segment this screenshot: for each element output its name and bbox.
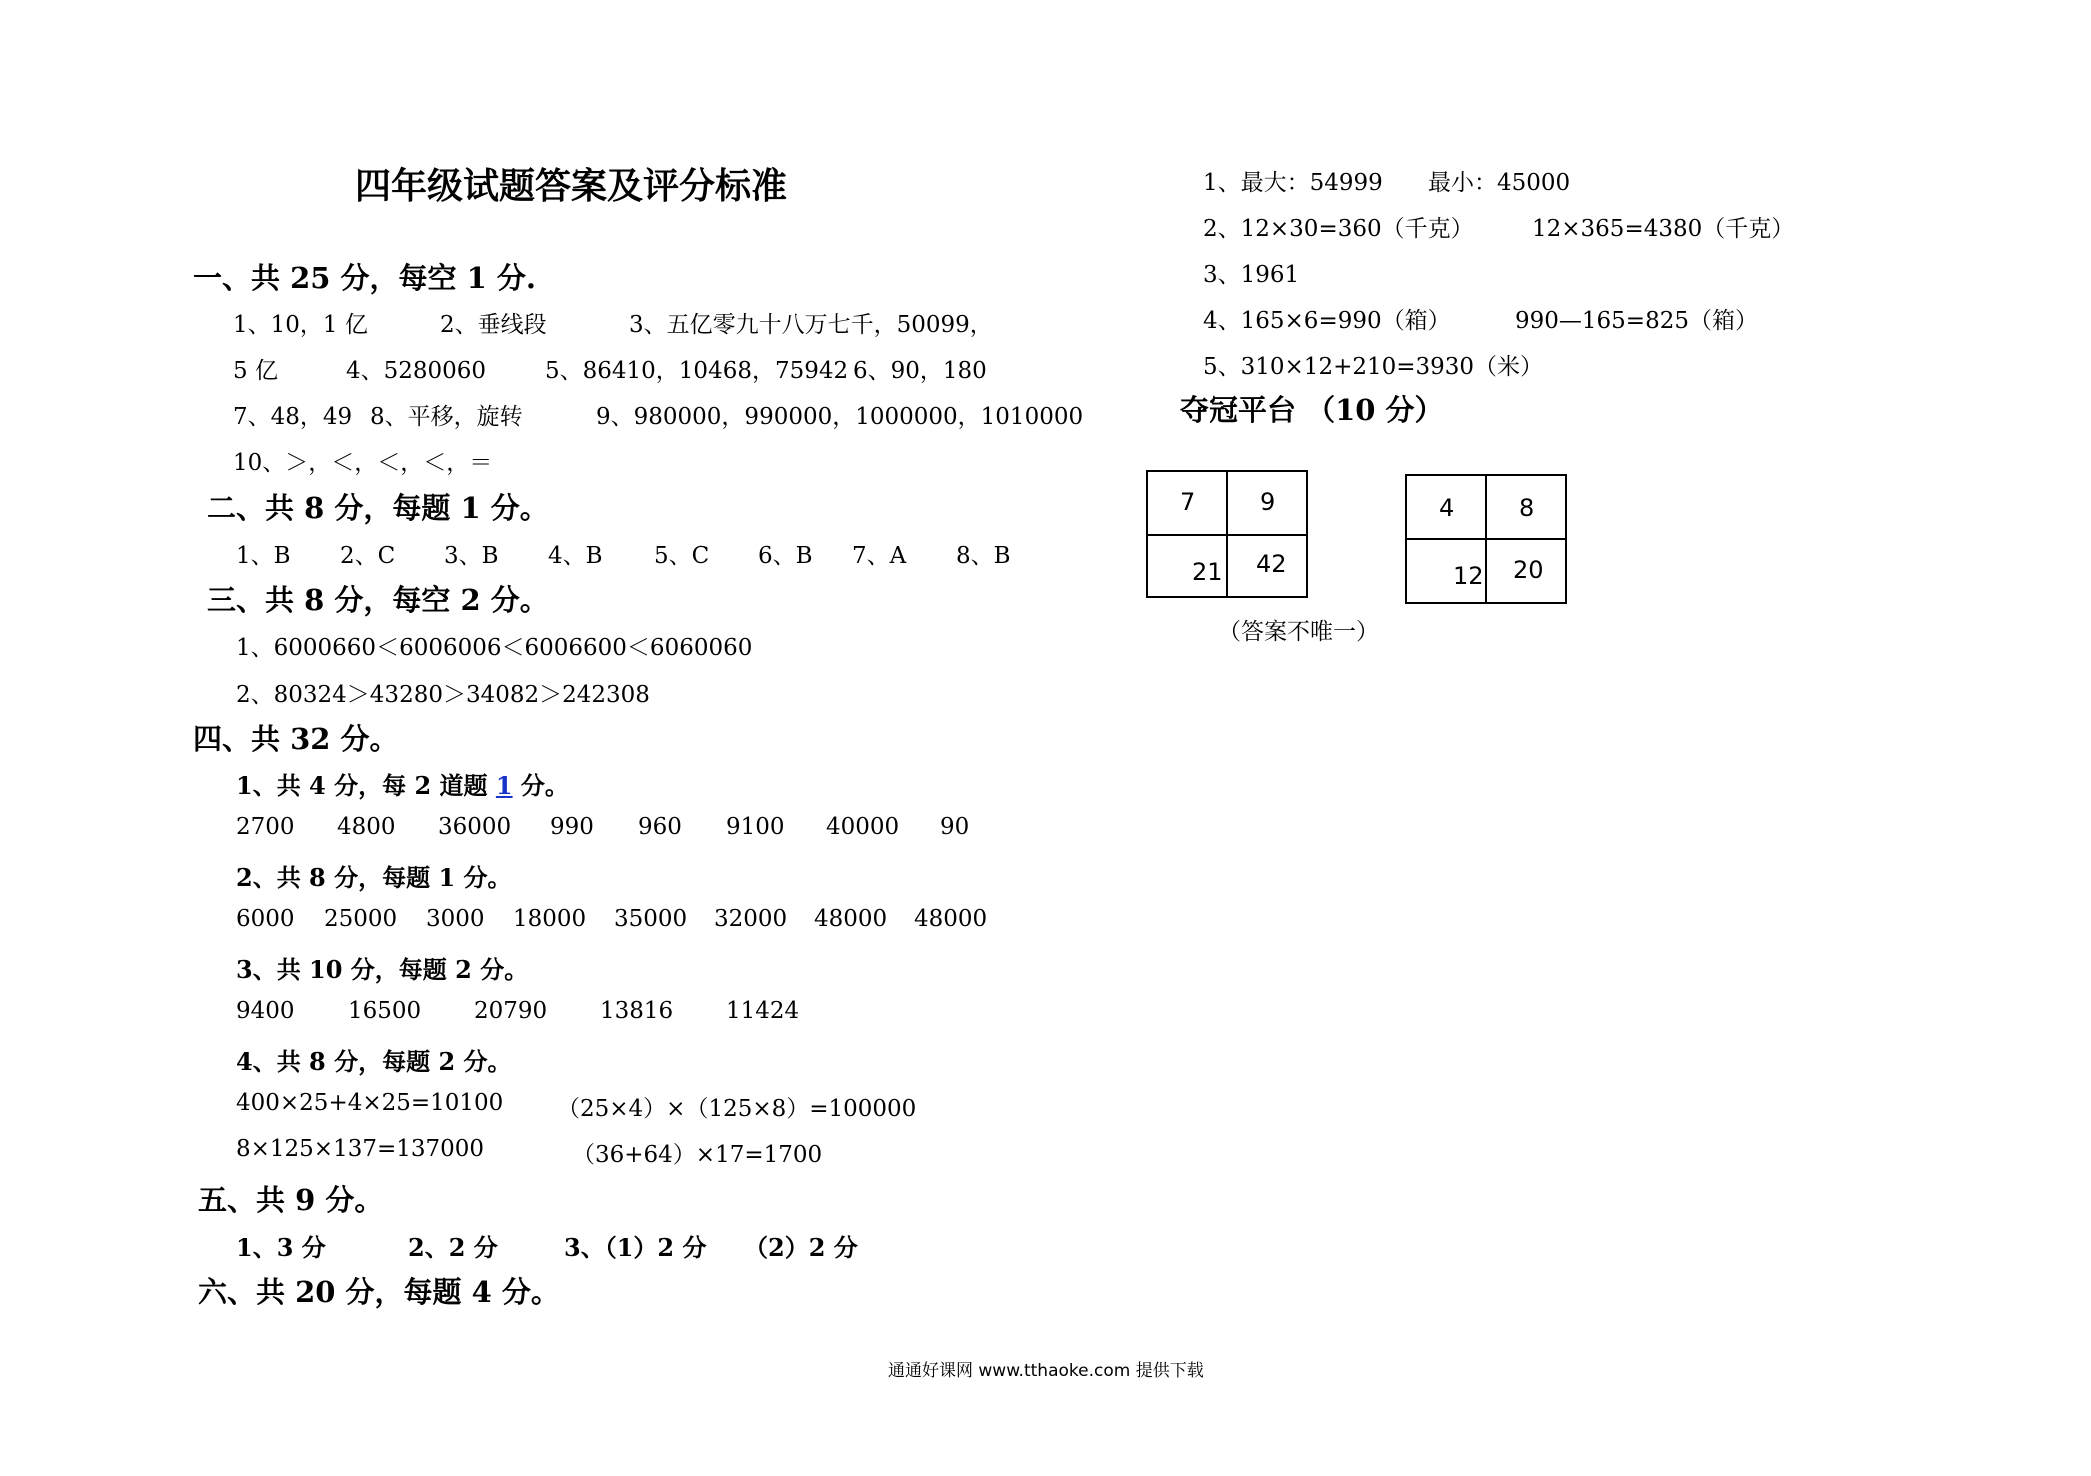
- grid-number: 12: [1453, 562, 1484, 590]
- value-text: 9100: [726, 814, 785, 840]
- answer-text: 4、165×6=990（箱）: [1203, 308, 1451, 334]
- value-text: 32000: [714, 906, 788, 932]
- value-text: 36000: [438, 814, 512, 840]
- answer-text: 4、B: [548, 543, 603, 569]
- part-heading-text: 1、共 4 分，每 2 道题: [236, 771, 496, 800]
- value-text: 3000: [426, 906, 485, 932]
- answer-text: 5、C: [654, 543, 710, 569]
- part-text: 3、（1）2 分: [564, 1233, 707, 1262]
- equation-text: 8×125×137=137000: [236, 1136, 485, 1162]
- value-text: 9400: [236, 998, 295, 1024]
- answer-text: 990—165=825（箱）: [1515, 308, 1758, 334]
- section-2-answers: [236, 537, 1036, 567]
- answer-text: 1、最大：54999: [1203, 170, 1383, 196]
- grid-number: 9: [1260, 488, 1276, 516]
- value-text: 35000: [614, 906, 688, 932]
- answer-text: 2、12×30=360（千克）: [1203, 216, 1474, 242]
- part-text: 1、3 分: [236, 1233, 326, 1262]
- right-line-2: [1203, 210, 2003, 240]
- value-text: 990: [550, 814, 594, 840]
- answer-text: 1、B: [236, 543, 291, 569]
- section-6-heading: 六、共 20 分，每题 4 分。: [198, 1275, 560, 1309]
- grid-number: 20: [1513, 556, 1544, 584]
- answer-text: 6、90，180: [853, 358, 987, 384]
- answer-text: 8、平移，旋转: [370, 404, 523, 430]
- answer-text: 4、5280060: [346, 358, 487, 384]
- part-text: （2）2 分: [744, 1233, 858, 1262]
- part-heading-text: 分。: [512, 771, 569, 800]
- right-line-4: [1203, 302, 2003, 332]
- value-text: 4800: [337, 814, 396, 840]
- answer-text: 1、6000660＜6006006＜6006600＜6060060: [236, 635, 753, 661]
- answer-text: 7、A: [852, 543, 907, 569]
- value-text: 90: [940, 814, 970, 840]
- right-line-3: [1203, 256, 2003, 286]
- right-line-5: [1203, 348, 2003, 378]
- answer-text: 3、B: [444, 543, 499, 569]
- section-3-heading: 三、共 8 分，每空 2 分。: [207, 583, 549, 617]
- grid-number: 42: [1256, 550, 1287, 578]
- equation-text: （36+64）×17=1700: [572, 1142, 823, 1168]
- grid-number: 21: [1192, 558, 1223, 586]
- equation-text: （25×4）×（125×8）=100000: [557, 1096, 917, 1122]
- value-text: 40000: [826, 814, 900, 840]
- grid-number: 7: [1180, 488, 1196, 516]
- answer-text: 7、48，49: [233, 404, 353, 430]
- answer-text: 5、86410，10468，75942: [545, 358, 849, 384]
- section-4-part-4-heading: 4、共 8 分，每题 2 分。: [236, 1047, 512, 1076]
- page-link[interactable]: 1: [495, 771, 513, 800]
- section-4-part-4-row-1: [236, 1090, 1036, 1120]
- section-1-row-3: [233, 398, 1084, 430]
- section-1-row-2: [233, 352, 1033, 382]
- section-4-part-3-values: [236, 998, 1036, 1028]
- answer-text: 2、垂线段: [440, 312, 547, 338]
- value-text: 11424: [726, 998, 800, 1024]
- answer-grid-1: [1146, 470, 1308, 598]
- answer-text: 5 亿: [233, 358, 278, 384]
- value-text: 13816: [600, 998, 674, 1024]
- right-line-1: [1203, 164, 2003, 194]
- section-2-heading: 二、共 8 分，每题 1 分。: [207, 491, 549, 525]
- value-text: 25000: [324, 906, 398, 932]
- section-5-parts: [236, 1228, 1036, 1262]
- section-4-part-2-heading: 2、共 8 分，每题 1 分。: [236, 863, 512, 892]
- value-text: 48000: [914, 906, 988, 932]
- value-text: 20790: [474, 998, 548, 1024]
- page-title: 四年级试题答案及评分标准: [355, 165, 788, 207]
- grid-number: 4: [1439, 494, 1455, 522]
- section-5-heading: 五、共 9 分。: [198, 1183, 384, 1217]
- value-text: 2700: [236, 814, 295, 840]
- answer-text: 1、10，1 亿: [233, 312, 368, 338]
- answer-text: 2、C: [340, 543, 396, 569]
- section-4-part-2-values: [236, 906, 1036, 936]
- section-4-part-1-heading: [236, 766, 569, 801]
- answer-text: 8、B: [956, 543, 1011, 569]
- value-text: 6000: [236, 906, 295, 932]
- answer-text: 5、310×12+210=3930（米）: [1203, 354, 1544, 380]
- value-text: 18000: [513, 906, 587, 932]
- answer-text: 2、80324＞43280＞34082＞242308: [236, 682, 650, 708]
- answer-grid-2: [1405, 474, 1567, 604]
- answer-text: 6、B: [758, 543, 813, 569]
- value-text: 960: [638, 814, 682, 840]
- section-1-row-4: [233, 444, 1033, 474]
- answer-text: 3、五亿零九十八万七千，50099，: [629, 312, 993, 338]
- section-1-row-1: [233, 306, 1033, 336]
- section-4-part-4-row-2: [236, 1136, 1036, 1166]
- answer-text: 3、1961: [1203, 262, 1300, 288]
- contest-heading: 夺冠平台 （10 分）: [1180, 393, 1444, 427]
- equation-text: 400×25+4×25=10100: [236, 1090, 504, 1116]
- section-4-part-3-heading: 3、共 10 分，每题 2 分。: [236, 955, 529, 984]
- answer-text: 12×365=4380（千克）: [1532, 216, 1795, 242]
- section-4-part-1-values: [236, 814, 1036, 844]
- answer-text: 最小：45000: [1428, 170, 1571, 196]
- grid-number: 8: [1519, 494, 1535, 522]
- value-text: 48000: [814, 906, 888, 932]
- answer-note: （答案不唯一）: [1218, 619, 1379, 645]
- answer-text: 10、＞，＜，＜，＜，＝: [233, 450, 493, 476]
- part-text: 2、2 分: [408, 1233, 498, 1262]
- value-text: 16500: [348, 998, 422, 1024]
- section-1-heading: 一、共 25 分，每空 1 分.: [193, 261, 537, 295]
- section-4-heading: 四、共 32 分。: [193, 722, 399, 756]
- answer-text: 9、980000，990000，1000000，1010000: [596, 404, 1084, 430]
- footer-text: 通通好课网 www.tthaoke.com 提供下载: [888, 1361, 1204, 1381]
